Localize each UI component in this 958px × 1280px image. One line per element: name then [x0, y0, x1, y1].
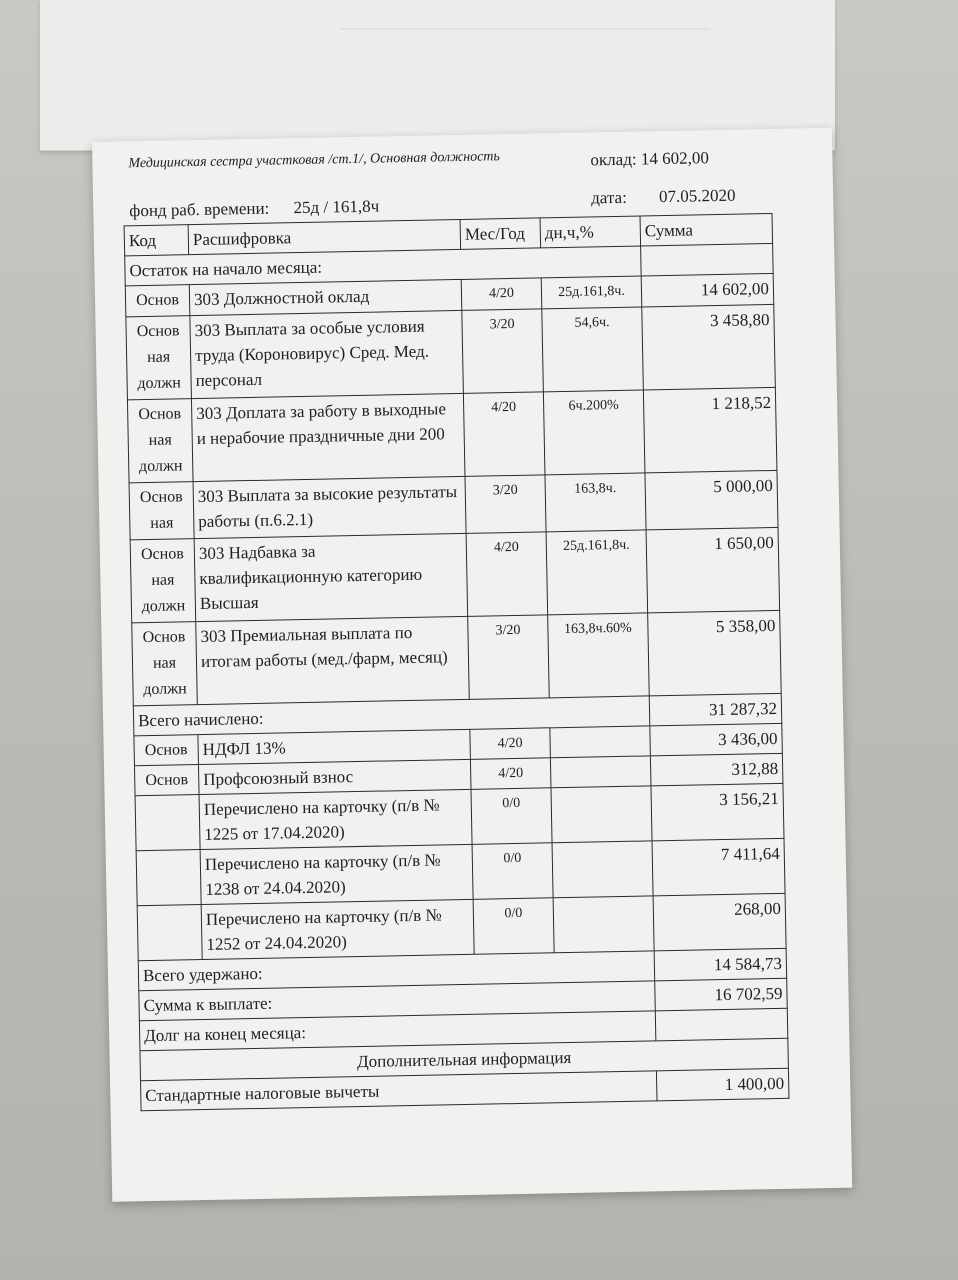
row-code — [137, 905, 202, 961]
row-period: 3/20 — [465, 475, 546, 534]
row-period: 4/20 — [463, 392, 545, 477]
row-units — [551, 786, 652, 843]
row-amount: 268,00 — [653, 893, 786, 951]
row-period: 0/0 — [472, 843, 553, 900]
row-code — [126, 316, 192, 400]
row-amount: 5 358,00 — [648, 610, 782, 696]
total-withheld-label: Всего удержано: — [138, 951, 654, 991]
row-code-part: Основ — [139, 488, 183, 507]
row-description: Перечислено на карточку (п/в № 1252 от 24.04.2020) — [201, 899, 474, 959]
payslip-table — [124, 213, 790, 1111]
accrual-row — [126, 304, 775, 399]
row-units — [550, 726, 651, 758]
accrual-row — [132, 610, 781, 705]
date-label: дата: — [590, 187, 628, 208]
additional-info-heading: Дополнительная информация — [140, 1038, 788, 1080]
row-period: 4/20 — [470, 728, 551, 760]
row-code-part: ная — [150, 514, 174, 532]
row-units: 54,6ч. — [542, 307, 644, 392]
row-code — [135, 795, 200, 851]
total-withheld-value: 14 584,73 — [654, 948, 787, 981]
row-code-part: Основ — [136, 291, 180, 310]
row-code-part: ная — [152, 654, 177, 672]
row-description: 303 Премиальная выплата по итогам работы (мед./фарм, месяц) — [196, 616, 470, 704]
salary-line — [590, 148, 709, 170]
row-period: 4/20 — [461, 278, 542, 311]
row-amount: 5 000,00 — [645, 470, 778, 530]
tax-deductions-label: Стандартные налоговые вычеты — [141, 1071, 657, 1111]
row-amount: 1 650,00 — [646, 527, 780, 613]
position-title: Медицинская сестра участковая /ст.1/, Основная должность — [128, 149, 500, 172]
total-accrued-label: Всего начислено: — [133, 696, 649, 736]
row-code-part: Основ — [136, 322, 180, 341]
column-header-amount: Сумма — [640, 213, 773, 246]
row-amount: 1 218,52 — [643, 387, 777, 473]
row-code-part: должн — [141, 597, 186, 616]
row-units: 163,8ч. — [545, 473, 646, 532]
date-value: 07.05.2020 — [658, 185, 736, 207]
row-period: 0/0 — [473, 898, 554, 955]
row-period: 3/20 — [468, 615, 550, 700]
row-code — [132, 622, 198, 706]
row-units: 25д.161,8ч. — [541, 276, 642, 309]
payable-value: 16 702,59 — [655, 978, 788, 1011]
row-amount: 3 436,00 — [650, 723, 783, 756]
opening-balance-label: Остаток на начало месяца: — [125, 246, 641, 286]
debt-value — [655, 1008, 788, 1041]
row-amount: 3 156,21 — [651, 783, 784, 841]
row-description: 303 Надбавка за квалификационную категорию Высшая — [194, 533, 468, 621]
row-units: 25д.161,8ч. — [546, 530, 648, 615]
row-code-part: ная — [148, 431, 172, 449]
row-description: Перечислено на карточку (п/в № 1225 от 17.04.2020) — [199, 789, 472, 849]
row-code — [130, 539, 196, 623]
row-units — [552, 841, 653, 898]
column-header-code: Код — [124, 225, 189, 256]
row-period: 4/20 — [470, 758, 551, 790]
row-code: Основ — [134, 735, 199, 766]
salary-label: оклад: — [590, 149, 637, 170]
row-description: 303 Доплата за работу в выходные и нерабочие праздничные дни 200 — [191, 393, 465, 481]
work-fund-label: фонд раб. времени: — [129, 198, 270, 221]
row-units — [553, 896, 654, 953]
opening-balance-value — [641, 243, 774, 276]
date-line — [591, 186, 736, 209]
row-period: 3/20 — [462, 309, 544, 394]
accrual-row — [127, 387, 776, 482]
row-code — [129, 482, 194, 540]
payable-label: Сумма к выплате: — [139, 981, 655, 1021]
row-units — [550, 756, 651, 788]
column-header-period: Мес/Год — [460, 218, 541, 250]
row-code-part: Основ — [138, 405, 182, 424]
row-code — [127, 399, 193, 483]
work-fund-line — [129, 196, 379, 221]
row-code-part: ная — [146, 348, 171, 366]
row-description: НДФЛ 13% — [198, 729, 471, 764]
row-amount: 3 458,80 — [642, 304, 776, 390]
work-fund-value: 25д / 161,8ч — [293, 196, 380, 218]
row-code-part: должн — [137, 374, 182, 393]
row-code-part: Основ — [142, 628, 186, 647]
total-accrued-value: 31 287,32 — [649, 693, 782, 726]
row-units: 163,8ч.60% — [548, 613, 650, 698]
row-code-part: Основ — [140, 545, 184, 564]
tax-deductions-value: 1 400,00 — [656, 1068, 789, 1101]
row-amount: 14 602,00 — [641, 273, 774, 307]
bleed-through-text — [340, 6, 710, 30]
debt-label: Долг на конец месяца: — [139, 1011, 655, 1051]
row-code: Основ — [134, 765, 199, 796]
accrual-row — [130, 527, 779, 622]
row-amount: 7 411,64 — [652, 838, 785, 896]
row-description: 303 Выплата за особые условия труда (Короновирус) Сред. Мед. персонал — [190, 310, 464, 398]
row-code-part: должн — [138, 457, 183, 476]
row-description: Перечислено на карточку (п/в № 1238 от 24.04.2020) — [200, 844, 473, 904]
row-code — [125, 285, 190, 317]
payslip-paper — [92, 128, 852, 1202]
row-description: 303 Должностной оклад — [189, 279, 462, 315]
row-units: 6ч.200% — [543, 390, 645, 475]
row-period: 0/0 — [471, 788, 552, 845]
column-header-units: дн,ч,% — [540, 216, 641, 248]
row-code — [136, 850, 201, 906]
background-sheet — [40, 0, 835, 151]
row-period: 4/20 — [466, 532, 548, 617]
row-description: Профсоюзный взнос — [198, 759, 471, 794]
salary-value: 14 602,00 — [640, 148, 710, 169]
row-description: 303 Выплата за высокие результаты работы (п.6.2.1) — [193, 476, 466, 538]
row-amount: 312,88 — [650, 753, 783, 786]
row-code-part: должн — [143, 680, 187, 699]
column-header-description: Расшифровка — [188, 219, 461, 254]
row-code-part: ная — [151, 571, 175, 589]
